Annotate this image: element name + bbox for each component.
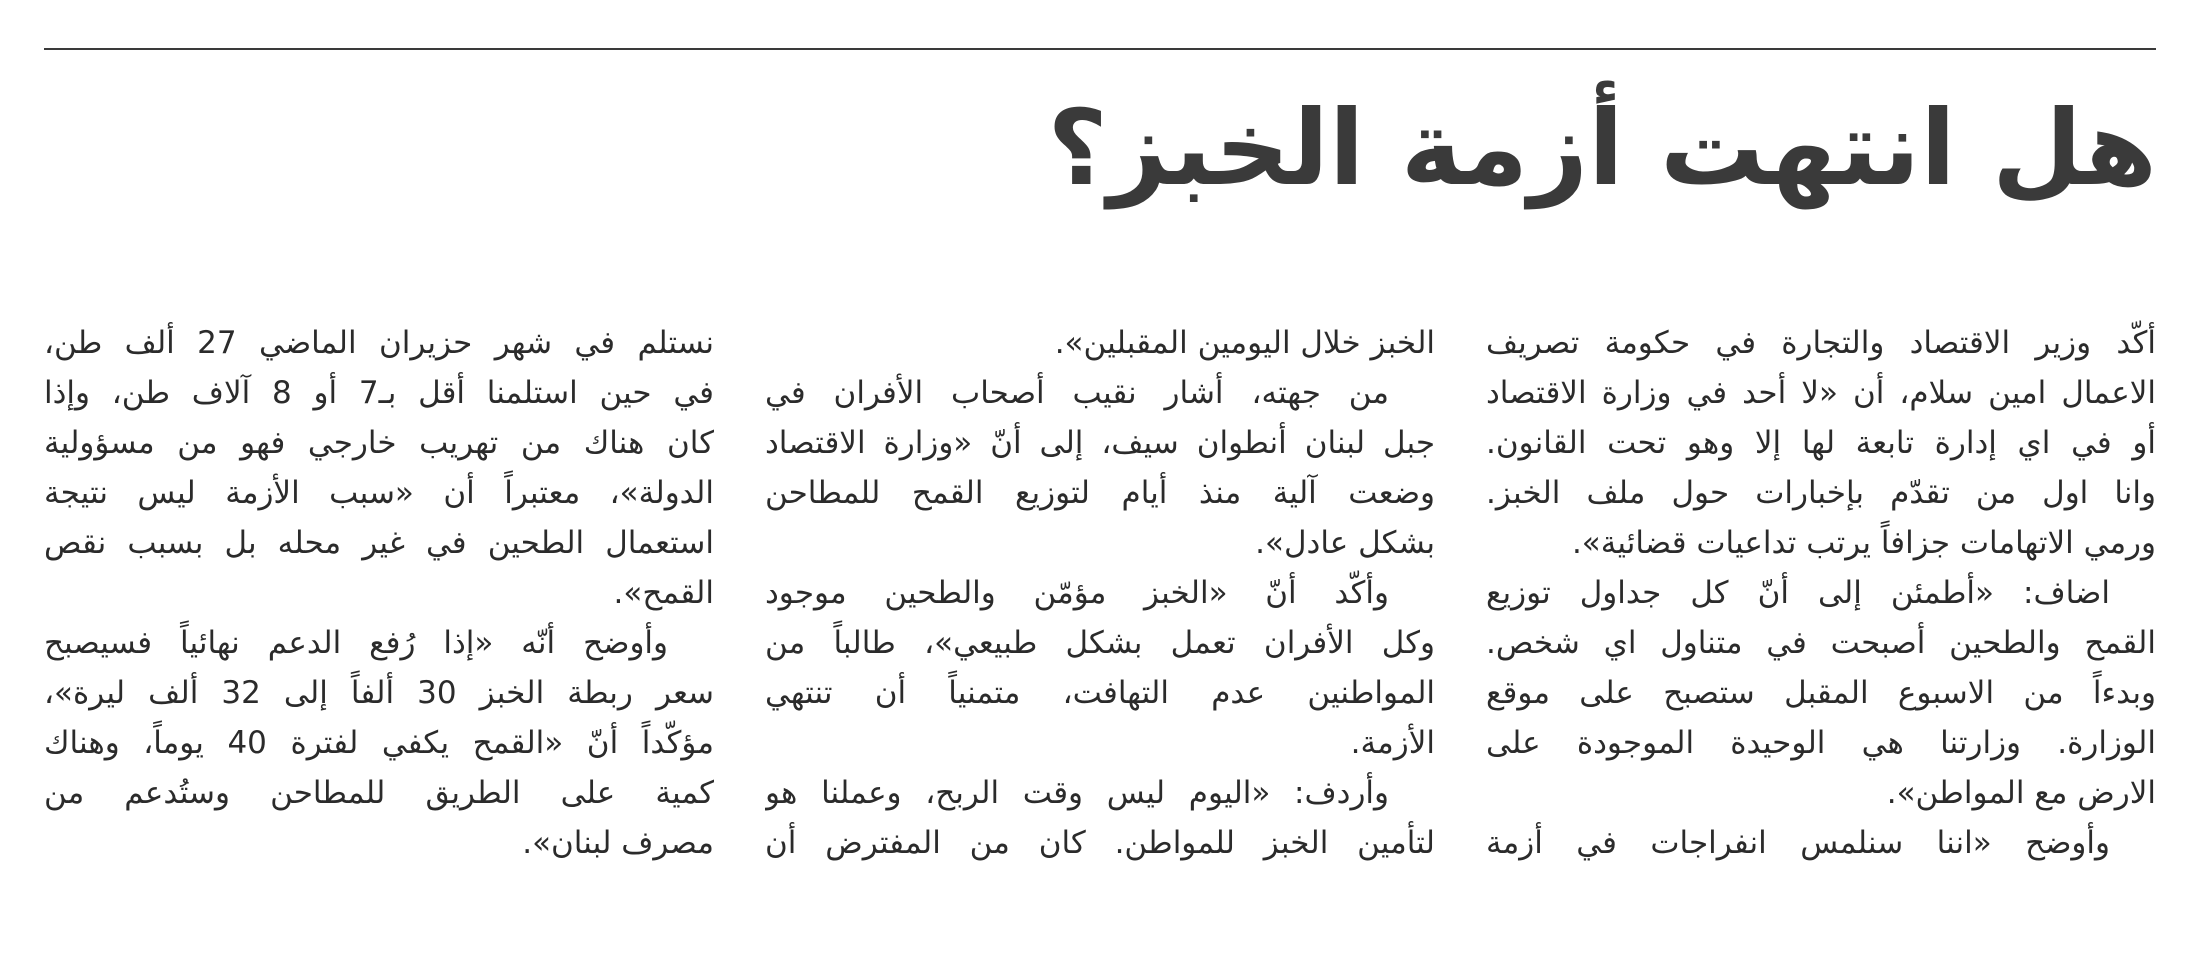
article-text-line: الاعمال امين سلام، أن «لا أحد في وزارة الاقتصاد <box>1486 375 2156 411</box>
article-text-line: المواطنين عدم التهافت، متمنياً أن تنتهي <box>765 675 1435 711</box>
article-text-line: الدولة»، معتبراً أن «سبب الأزمة ليس نتيجة <box>44 475 714 511</box>
article-text-line: وبدءاً من الاسبوع المقبل ستصبح على موقع <box>1486 675 2156 711</box>
article-text-line: القمح». <box>613 575 714 611</box>
article-text-line: وأكّد أنّ «الخبز مؤمّن والطحين موجود <box>765 575 1389 611</box>
article-text-line: اضاف: «أطمئن إلى أنّ كل جداول توزيع <box>1486 575 2110 611</box>
article-text-line: أكّد وزير الاقتصاد والتجارة في حكومة تصريف <box>1486 325 2156 361</box>
article-text-line: استعمال الطحين في غير محله بل بسبب نقص <box>44 525 714 561</box>
article-body <box>44 318 2156 918</box>
article-headline: هل انتهت أزمة الخبز؟ <box>1047 87 2157 209</box>
article-text-line: وأوضح أنّه «إذا رُفع الدعم نهائياً فسيصبح <box>44 625 668 661</box>
article-column-left <box>44 318 714 918</box>
article-text-line: من جهته، أشار نقيب أصحاب الأفران في <box>765 375 1389 411</box>
article-text-line: لتأمين الخبز للمواطن. كان من المفترض أن <box>765 825 1435 861</box>
article-text-line: جبل لبنان أنطوان سيف، إلى أنّ «وزارة الاقتصاد <box>765 425 1435 461</box>
article-text-line: القمح والطحين أصبحت في متناول اي شخص. <box>1486 625 2156 661</box>
article-text-line: وأوضح «اننا سنلمس انفراجات في أزمة <box>1486 825 2110 861</box>
article-column-middle <box>765 318 1435 918</box>
article-text-line: وكل الأفران تعمل بشكل طبيعي»، طالباً من <box>765 625 1435 661</box>
article-text-line: وانا اول من تقدّم بإخبارات حول ملف الخبز. <box>1486 475 2156 511</box>
article-text-line: كان هناك من تهريب خارجي فهو من مسؤولية <box>44 425 714 461</box>
article-text-line: مصرف لبنان». <box>522 825 714 861</box>
article-text-line: كمية على الطريق للمطاحن وستُدعم من <box>44 775 714 811</box>
article-text-line: سعر ربطة الخبز 30 ألفاً إلى 32 ألف ليرة»، <box>44 675 714 711</box>
article-text-line: نستلم في شهر حزيران الماضي 27 ألف طن، <box>44 325 714 361</box>
article-text-line: بشكل عادل». <box>1255 525 1435 561</box>
top-rule-divider <box>44 48 2156 50</box>
article-text-line: وضعت آلية منذ أيام لتوزيع القمح للمطاحن <box>765 475 1435 511</box>
article-text-line: ورمي الاتهامات جزافاً يرتب تداعيات قضائية». <box>1571 525 2156 561</box>
article-text-line: الأزمة. <box>1350 725 1435 761</box>
article-text-line: الخبز خلال اليومين المقبلين». <box>1054 325 1435 361</box>
article-text-line: أو في اي إدارة تابعة لها إلا وهو تحت القانون. <box>1486 425 2156 461</box>
article-text-line: في حين استلمنا أقل بـ7 أو 8 آلاف طن، وإذا <box>44 375 714 411</box>
article-column-right <box>1486 318 2156 918</box>
article-text-line: مؤكّداً أنّ «القمح يكفي لفترة 40 يوماً، وهناك <box>44 725 714 761</box>
article-text-line: وأردف: «اليوم ليس وقت الربح، وعملنا هو <box>765 775 1389 811</box>
article-text-line: الوزارة. وزارتنا هي الوحيدة الموجودة على <box>1486 725 2156 761</box>
article-text-line: الارض مع المواطن». <box>1886 775 2156 811</box>
